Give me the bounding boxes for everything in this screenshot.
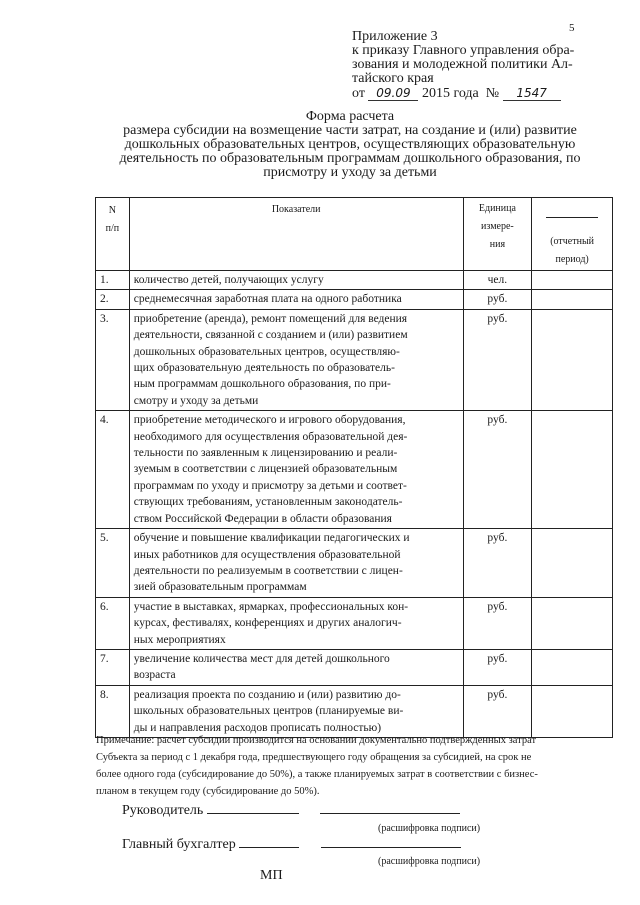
head-label: Руководитель (122, 803, 204, 818)
accountant-signature-line (122, 837, 461, 853)
header-number-line-2: п/п (105, 223, 120, 234)
note-line-1: Примечание: расчет субсидии производится на основании документально подтвержденных затрат (96, 735, 537, 746)
row-unit: руб. (463, 309, 532, 410)
appendix-date-line (352, 86, 622, 101)
head-name-field[interactable] (320, 803, 460, 814)
row-indicator (129, 290, 463, 309)
form-title (80, 110, 620, 180)
header-number (96, 198, 130, 271)
row-unit: руб. (463, 529, 532, 598)
table-header-row (96, 198, 613, 271)
accountant-label: Главный бухгалтер (122, 837, 236, 852)
row-number: 8. (96, 685, 130, 737)
row-unit: руб. (463, 411, 532, 529)
indicator-line: ных мероприятиях (133, 633, 226, 646)
table-row (96, 597, 613, 649)
header-indicators: Показатели (129, 198, 463, 271)
header-period-line-1: (отчетный (550, 236, 595, 247)
indicator-line: ством Российской Федерации в области образования (133, 512, 392, 525)
indicator-line: курсах, фестивалях, конференциях и других аналогич- (133, 617, 402, 630)
indicator-line: необходимого для осуществления образовательной дея- (133, 430, 408, 443)
indicator-line: обучение и повышение квалификации педагогических и (133, 532, 410, 545)
head-signature-line (122, 803, 460, 819)
indicator-line: программам по уходу и присмотру за детьми и соответ- (133, 479, 407, 492)
row-number: 3. (96, 309, 130, 410)
calculation-table (95, 197, 613, 738)
row-number: 6. (96, 597, 130, 649)
row-number: 1. (96, 271, 130, 290)
table-row (96, 649, 613, 685)
indicator-line: увеличение количества мест для детей дошкольного (133, 652, 390, 665)
indicator-line: среднемесячная заработная плата на одного работника (133, 293, 402, 306)
appendix-header (352, 30, 622, 101)
row-period-value[interactable] (532, 685, 613, 737)
appendix-line-2: к приказу Главного управления обра- (352, 43, 575, 58)
row-period-value[interactable] (532, 309, 613, 410)
form-title-line-1: Форма расчета (305, 109, 395, 124)
appendix-line-1: Приложение 3 (352, 29, 438, 44)
appendix-line-3: зования и молодежной политики Ал- (352, 57, 573, 72)
row-period-value[interactable] (532, 597, 613, 649)
indicator-line: дошкольных образовательных центров, осуществляю- (133, 345, 400, 358)
row-indicator (129, 271, 463, 290)
row-number: 2. (96, 290, 130, 309)
header-unit-line-3: ния (489, 239, 506, 250)
row-indicator (129, 309, 463, 410)
header-unit-line-2: измере- (481, 221, 514, 232)
header-number-line-1: N (108, 205, 116, 216)
handwritten-date: 09.09 (368, 86, 418, 101)
note (96, 732, 618, 800)
form-title-line-5: присмотру и уходу за детьми (263, 165, 437, 180)
form-title-line-4: деятельность по образовательным программам дошкольного образования, по (119, 151, 581, 166)
year-text: 2015 года (421, 86, 479, 101)
form-title-line-2: размера субсидии на возмещение части затрат, на создание и (или) развитие (123, 123, 577, 138)
indicator-line: приобретение методического и игрового оборудования, (133, 414, 406, 427)
indicator-line: количество детей, получающих услугу (133, 274, 324, 286)
row-indicator (129, 685, 463, 737)
note-line-3: более одного года (субсидирование до 50%), а также планируемых затрат в соответствии с бизнес- (96, 769, 538, 780)
row-unit: руб. (463, 649, 532, 685)
indicator-line: школьных образовательных центров (планируемые ви- (133, 705, 404, 718)
stamp-label: МП (260, 868, 283, 883)
table-row (96, 271, 613, 290)
indicator-line: тельности по заявленным к лицензированию и реали- (133, 447, 398, 460)
row-period-value[interactable] (532, 271, 613, 290)
row-number: 5. (96, 529, 130, 598)
row-unit: руб. (463, 290, 532, 309)
header-period-line-2: период) (555, 254, 589, 265)
indicator-line: иных работников для осуществления образовательной (133, 548, 401, 561)
row-period-value[interactable] (532, 290, 613, 309)
row-unit: чел. (463, 271, 532, 290)
row-unit: руб. (463, 597, 532, 649)
table-body (96, 271, 613, 738)
note-line-2: Субъекта за период с 1 декабря года, предшествующего году обращения за субсидией, на срок не (96, 752, 532, 763)
table-row (96, 411, 613, 529)
row-number: 4. (96, 411, 130, 529)
indicator-line: деятельности по реализуемым в соответствии с лицен- (133, 564, 403, 577)
table-row (96, 529, 613, 598)
appendix-line-4: тайского края (352, 71, 434, 86)
row-period-value[interactable] (532, 649, 613, 685)
page-number: 5 (569, 22, 575, 34)
indicator-line: ным программам дошкольного образования, по при- (133, 378, 391, 391)
head-signature-field[interactable] (207, 803, 299, 814)
period-blank-line (546, 203, 598, 218)
head-caption: (расшифровка подписи) (378, 823, 481, 834)
note-line-4: планом в текущем году (субсидирование до 50%). (96, 786, 320, 797)
handwritten-number: 1547 (503, 86, 561, 101)
indicator-line: возраста (133, 669, 176, 682)
row-indicator (129, 529, 463, 598)
accountant-caption: (расшифровка подписи) (378, 856, 481, 867)
table-row (96, 685, 613, 737)
indicator-line: зией образовательным программам (133, 581, 307, 594)
indicator-line: ды и направления расходов прописать полностью) (133, 721, 382, 734)
indicator-line: смотру и уходу за детьми (133, 394, 259, 407)
row-indicator (129, 649, 463, 685)
indicator-line: щих образовательную деятельность по образователь- (133, 362, 395, 375)
row-indicator (129, 411, 463, 529)
row-number: 7. (96, 649, 130, 685)
accountant-name-field[interactable] (321, 837, 461, 848)
indicator-line: зуемым в соответствии с лицензией образовательным (133, 463, 398, 476)
date-prefix: от (352, 86, 365, 101)
header-unit-line-1: Единица (478, 203, 516, 214)
row-period-value[interactable] (532, 411, 613, 529)
row-period-value[interactable] (532, 529, 613, 598)
indicator-line: деятельности, связанной с созданием и (или) развитием (133, 329, 408, 342)
header-unit (463, 198, 532, 271)
number-prefix: № (485, 86, 500, 101)
indicator-line: приобретение (аренда), ремонт помещений для ведения (133, 312, 408, 325)
table-row (96, 290, 613, 309)
indicator-line: ствующих требованиям, установленным законодатель- (133, 496, 403, 509)
indicator-line: участие в выставках, ярмарках, профессиональных кон- (133, 600, 409, 613)
header-period (532, 198, 613, 271)
form-title-line-3: дошкольных образовательных центров, осуществляющих образовательную (124, 137, 576, 152)
row-indicator (129, 597, 463, 649)
indicator-line: реализация проекта по созданию и (или) развитию до- (133, 688, 401, 701)
table-row (96, 309, 613, 410)
row-unit: руб. (463, 685, 532, 737)
accountant-signature-field[interactable] (239, 837, 299, 848)
